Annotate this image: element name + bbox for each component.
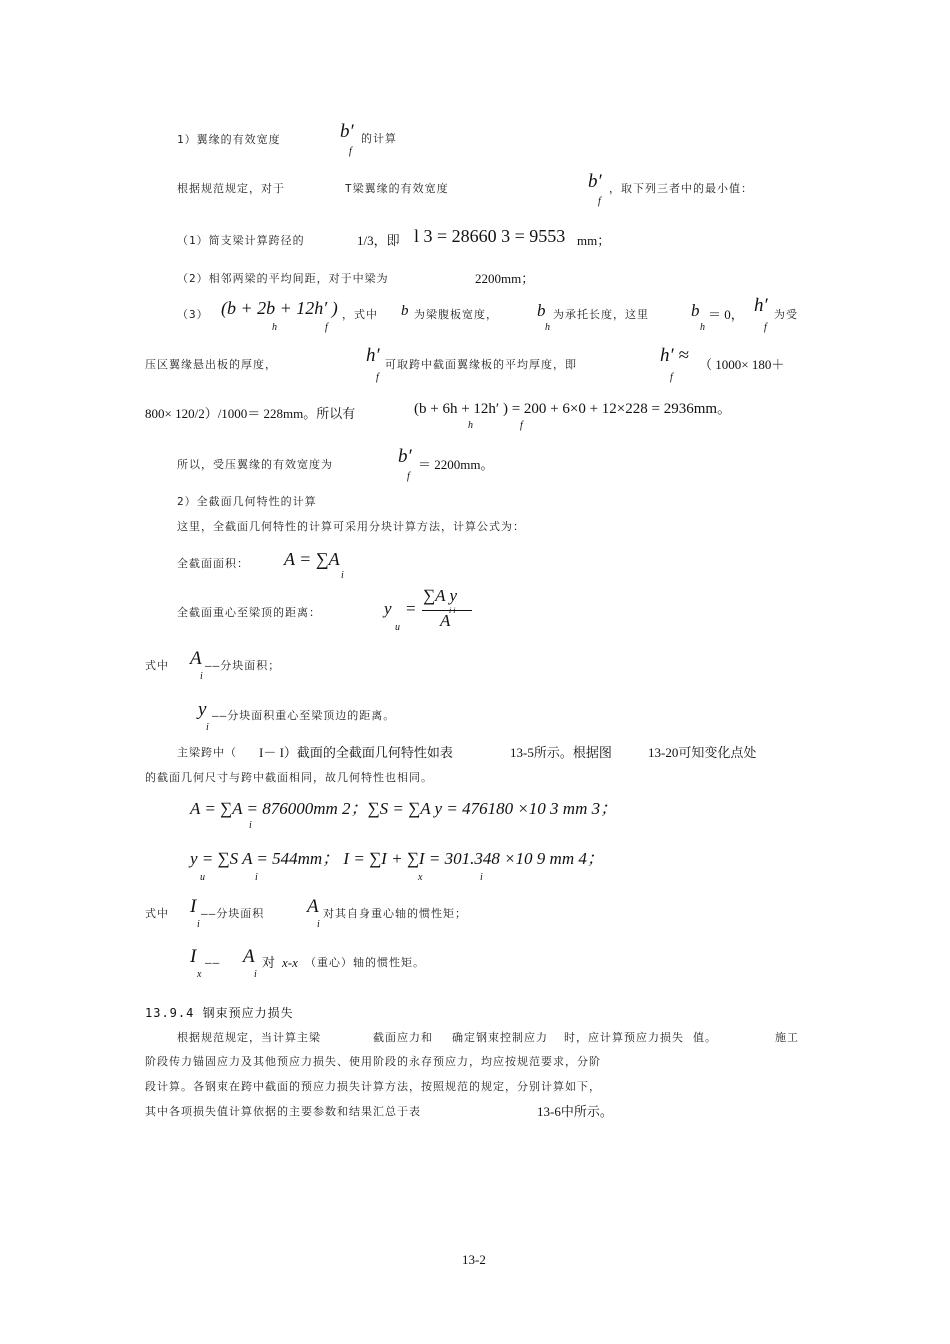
text: 800× 120/2）/1000＝ 228mm。所以有 xyxy=(145,406,356,421)
text: （重心）轴的惯性矩。 xyxy=(305,956,425,969)
formula-results-1: A = ∑A = 876000mm 2；∑S = ∑A y = 476180 ×10 3 mm 3； xyxy=(190,799,618,818)
text: （1）简支梁计算跨径的 xyxy=(177,234,305,247)
subscript: u xyxy=(200,872,205,883)
text: ，式中 xyxy=(342,308,378,321)
unit: mm； xyxy=(577,233,611,248)
text: 13-5所示。根据图 xyxy=(510,745,612,760)
math-span: l 3 = 28660 3 = 9553 xyxy=(414,226,566,246)
text: 为承托长度，这里 xyxy=(553,308,649,321)
text: —— xyxy=(205,956,221,969)
var-y: y xyxy=(198,699,207,720)
subscript: i xyxy=(254,969,257,980)
subscript: i xyxy=(200,671,203,682)
axis-label: x-x xyxy=(282,955,298,970)
math-expr: (b + 2b + 12h′ ) xyxy=(221,298,338,318)
text: ＝ 0， xyxy=(708,307,744,322)
subscript: i xyxy=(255,872,258,883)
fraction-denominator: A xyxy=(440,611,451,630)
subscript: h xyxy=(700,322,705,333)
text: 1）翼缘的有效宽度 xyxy=(177,133,281,146)
text: 式中 xyxy=(145,659,169,672)
subscript: i xyxy=(317,919,320,930)
formula-results-2: y = ∑S A = 544mm； I = ∑I + ∑I = 301.348 ×10 9 mm 4； xyxy=(190,849,604,868)
var-hf: h′ ≈ xyxy=(660,345,689,366)
var-I: I xyxy=(190,946,197,967)
subscript: f xyxy=(407,471,410,482)
text: 全截面面积： xyxy=(177,557,249,570)
text: ，取下列三者中的最小值： xyxy=(609,182,753,195)
text: （2）相邻两梁的平均间距，对于中梁为 xyxy=(177,272,389,285)
fraction-numerator: ∑A y xyxy=(423,586,457,605)
text: （ 1000× 180＋ xyxy=(699,357,785,372)
text: 13-6中所示。 xyxy=(537,1104,613,1119)
text: 段计算。各钢束在跨中截面的预应力损失计算方法，按照规范的规定，分别计算如下， xyxy=(145,1080,601,1093)
var-b: b xyxy=(537,301,546,320)
text: （3） xyxy=(177,308,209,321)
subscript: f xyxy=(376,372,379,383)
text: 1/3，即 xyxy=(357,233,400,248)
var-A: A xyxy=(307,896,319,917)
var-y: y xyxy=(384,599,392,618)
subscript: f xyxy=(325,322,328,333)
text: 施工 xyxy=(775,1031,799,1044)
math-bf: b′ xyxy=(588,171,602,192)
text: 对其自身重心轴的惯性矩； xyxy=(323,907,467,920)
subscript: i xyxy=(197,919,200,930)
text: 的截面几何尺寸与跨中截面相同，故几何特性也相同。 xyxy=(145,771,433,784)
text: 值。 xyxy=(693,1031,717,1044)
text: 为受 xyxy=(774,308,798,321)
subscript: h xyxy=(272,322,277,333)
var-A: A xyxy=(190,648,202,669)
subscript: h xyxy=(468,420,473,431)
text: 其中各项损失值计算依据的主要参数和结果汇总于表 xyxy=(145,1105,421,1118)
subscript: f xyxy=(520,420,523,431)
text: 13-20可知变化点处 xyxy=(648,745,757,760)
text: 根据规范规定，对于 xyxy=(177,182,285,195)
subscript: f xyxy=(349,146,352,157)
text: 2200mm； xyxy=(475,271,535,286)
var-hf: h′ xyxy=(754,295,768,316)
page-number: 13-2 xyxy=(462,1252,486,1267)
subscript: i xyxy=(206,722,209,733)
subscript: f xyxy=(598,196,601,207)
text: ——分块面积重心至梁顶边的距离。 xyxy=(212,709,396,722)
var-hf: h′ xyxy=(366,345,380,366)
subscript: i xyxy=(249,820,252,831)
text: 截面应力和 xyxy=(373,1031,433,1044)
text: 这里，全截面几何特性的计算可采用分块计算方法，计算公式为： xyxy=(177,520,525,533)
subscript: f xyxy=(764,322,767,333)
subscript: x xyxy=(418,872,423,883)
text: 对 xyxy=(262,955,276,970)
section-heading: 13.9.4 钢束预应力损失 xyxy=(145,1006,294,1020)
text: 的计算 xyxy=(361,132,397,145)
subscript: i xyxy=(480,872,483,883)
text: T梁翼缘的有效宽度 xyxy=(345,182,449,195)
text: 式中 xyxy=(145,907,169,920)
math-bf: b′ xyxy=(398,446,412,467)
text: I－ I）截面的全截面几何特性如表 xyxy=(259,745,453,760)
math-bf: b′ xyxy=(340,121,354,142)
text: ——分块面积； xyxy=(205,659,281,672)
text: 确定钢束控制应力 xyxy=(452,1031,548,1044)
text: 阶段传力锚固应力及其他预应力损失、使用阶段的永存预应力，均应按规范要求，分阶 xyxy=(145,1055,601,1068)
var-b: b xyxy=(691,301,700,320)
subscript: f xyxy=(670,372,673,383)
text: 根据规范规定，当计算主梁 xyxy=(177,1031,321,1044)
text: 主梁跨中（ xyxy=(177,746,237,759)
text: ——分块面积 xyxy=(201,907,265,920)
text: ＝ 2200mm。 xyxy=(418,457,494,472)
var-A: A xyxy=(243,946,255,967)
subscript: h xyxy=(545,322,550,333)
subscript: u xyxy=(395,622,400,633)
item-1-heading xyxy=(177,131,281,148)
var-b: b xyxy=(401,303,409,319)
text: 时，应计算预应力损失 xyxy=(564,1031,684,1044)
text: 压区翼缘悬出板的厚度， xyxy=(145,358,277,371)
equals: = xyxy=(406,599,416,618)
subscript: i xyxy=(341,570,344,581)
subscript: x xyxy=(197,969,202,980)
var-I: I xyxy=(190,896,197,917)
item-2-heading: 2）全截面几何特性的计算 xyxy=(177,495,317,508)
text: 为梁腹板宽度， xyxy=(414,308,498,321)
formula-area: A = ∑A xyxy=(284,549,340,569)
text: 可取跨中截面翼缘板的平均厚度，即 xyxy=(385,358,577,371)
math-expr: (b + 6h + 12h′ ) = 200 + 6×0 + 12×228 = 2936mm。 xyxy=(414,401,733,417)
text: 全截面重心至梁顶的距离： xyxy=(177,606,321,619)
text: 所以，受压翼缘的有效宽度为 xyxy=(177,458,333,471)
